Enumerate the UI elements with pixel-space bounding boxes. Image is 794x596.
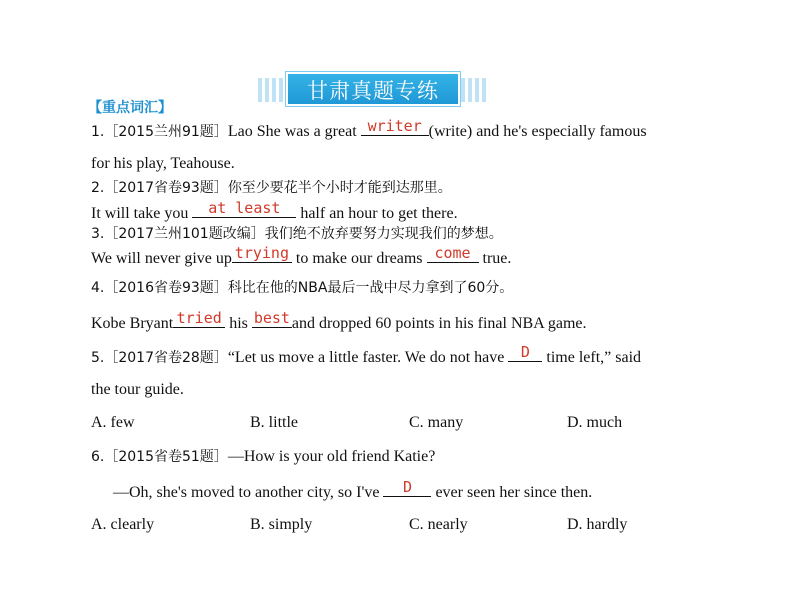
q3-before: We will never give up	[91, 250, 232, 267]
q1-answer: writer	[367, 117, 422, 135]
q1-line2: for his play, Teahouse.	[91, 155, 235, 172]
q3-after: true.	[478, 250, 512, 267]
q2-blank	[192, 199, 296, 218]
banner-title: 甘肃真题专练	[307, 79, 439, 103]
q3-blank-1	[232, 244, 292, 263]
q5-option-b: B. little	[250, 414, 298, 431]
q5-tag: 5.［2017省卷28题］	[91, 350, 228, 366]
q6-question: —How is your old friend Katie?	[227, 448, 436, 465]
q2-line2	[91, 199, 458, 224]
q4-answer-2: best	[253, 309, 290, 327]
q5-line1	[91, 343, 642, 368]
q2-before: It will take you	[91, 205, 193, 222]
q3-answer-2: come	[434, 244, 471, 262]
q1-blank	[361, 117, 429, 136]
q2-after: half an hour to get there.	[296, 205, 458, 222]
q4-line2	[91, 309, 587, 334]
q6-after: ever seen her since then.	[431, 484, 593, 501]
q6-line1	[91, 447, 435, 467]
q5-before: “Let us move a little faster. We do not have	[227, 349, 509, 366]
q3-chinese: 我们绝不放弃要努力实现我们的梦想。	[264, 226, 503, 242]
q6-option-a: A. clearly	[91, 516, 155, 533]
section-banner	[258, 72, 488, 106]
q5-option-c: C. many	[409, 414, 464, 431]
q1-line1	[91, 117, 647, 142]
q4-after: and dropped 60 points in his final NBA game.	[291, 315, 587, 332]
q3-line2	[91, 244, 512, 269]
q4-middle: his	[225, 315, 252, 332]
q3-line1	[91, 224, 503, 244]
q2-tag: 2.［2017省卷93题］	[91, 180, 228, 196]
q4-answer-1: tried	[176, 309, 222, 327]
q4-tag: 4.［2016省卷93题］	[91, 280, 228, 296]
q6-before: —Oh, she's moved to another city, so I've	[113, 484, 384, 501]
q5-line2: the tour guide.	[91, 381, 184, 398]
q6-blank	[383, 478, 431, 497]
q3-answer-1: trying	[234, 244, 289, 262]
q5-option-d: D. much	[567, 414, 623, 431]
q1-before: Lao She was a great	[227, 123, 361, 140]
q6-tag: 6.［2015省卷51题］	[91, 449, 228, 465]
q4-line1	[91, 278, 513, 298]
q5-option-a: A. few	[91, 414, 135, 431]
q5-answer: D	[520, 343, 530, 361]
q2-chinese: 你至少要花半个小时才能到达那里。	[227, 180, 452, 196]
q5-after: time left,” said	[542, 349, 642, 366]
q6-option-d: D. hardly	[567, 516, 628, 533]
q3-tag: 3.［2017兰州101题改编］	[91, 226, 265, 242]
q6-option-b: B. simply	[250, 516, 313, 533]
q6-option-c: C. nearly	[409, 516, 468, 533]
q4-before: Kobe Bryant	[91, 315, 174, 332]
q2-line1	[91, 178, 452, 198]
q4-blank-1	[173, 309, 225, 328]
q2-answer: at least	[208, 199, 281, 217]
q5-blank	[508, 343, 542, 362]
q3-middle: to make our dreams	[291, 250, 427, 267]
q6-answer: D	[402, 478, 412, 496]
section-label: 【重点词汇】	[88, 100, 172, 116]
q1-tag: 1.［2015兰州91题］	[91, 124, 228, 140]
q4-blank-2	[252, 309, 292, 328]
q6-line2	[113, 478, 593, 503]
q1-after: (write) and he's especially famous	[428, 123, 647, 140]
q3-blank-2	[427, 244, 479, 263]
q4-chinese: 科比在他的NBA最后一战中尽力拿到了60分。	[227, 280, 514, 296]
